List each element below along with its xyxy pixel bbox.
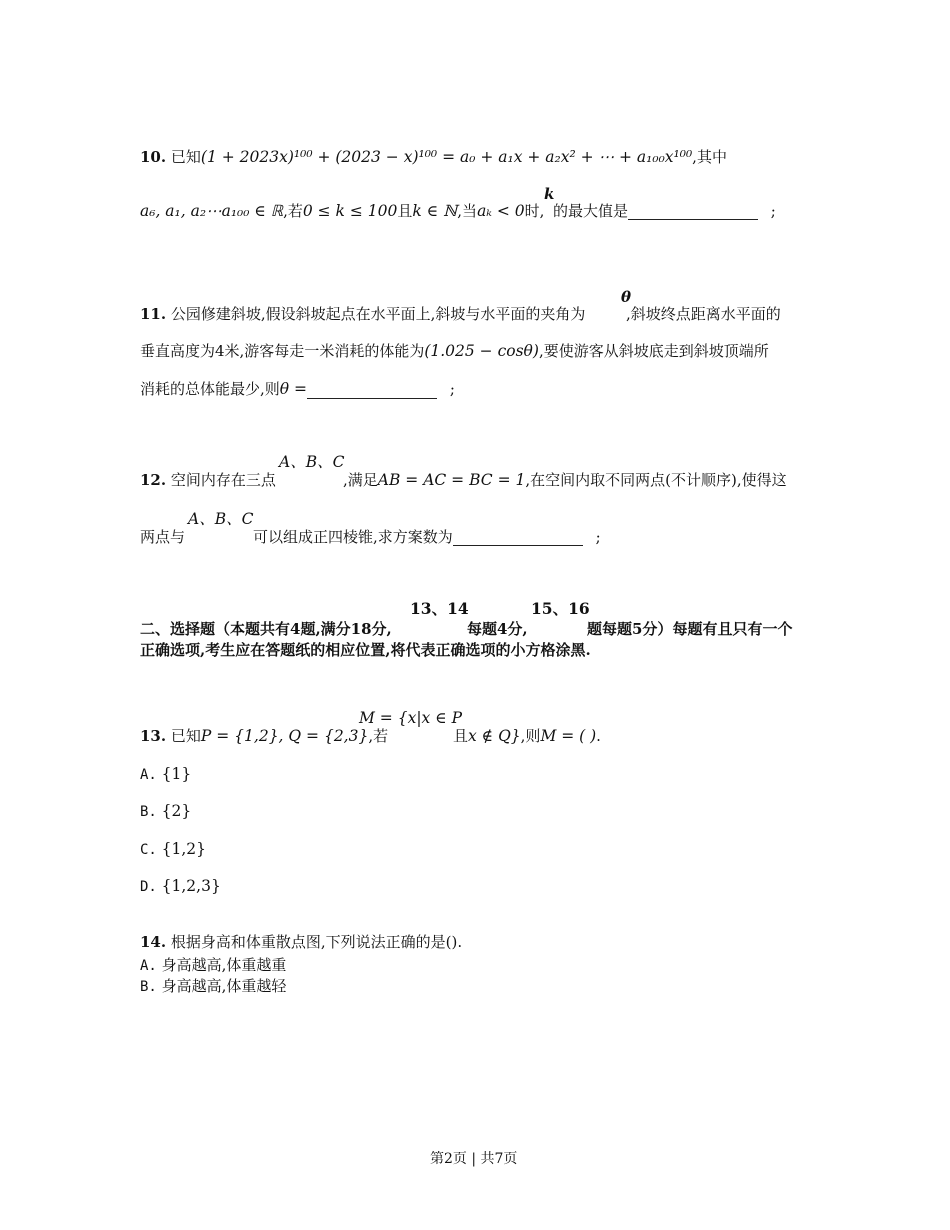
question-number: 14. — [140, 933, 167, 951]
question-text: 已知 — [170, 727, 201, 745]
question-12-line-1-end — [343, 471, 787, 490]
option-d[interactable] — [140, 877, 221, 896]
question-text: 时, — [524, 202, 545, 220]
question-text: ,要使游客从斜坡底走到斜坡顶端所 — [538, 342, 769, 360]
question-10-line-1 — [140, 148, 727, 167]
section-2-title-line-1 — [140, 620, 392, 638]
section-2-title-line-1-b — [467, 620, 528, 638]
question-number: 12. — [140, 471, 167, 489]
question-text: 空间内存在三点 — [170, 471, 276, 489]
question-text: ,则 — [520, 727, 541, 745]
section-text: 二、选择题（本题共有4题,满分18分, — [140, 620, 392, 638]
question-11-line-1-end — [626, 305, 781, 323]
end-mark: ; — [595, 528, 601, 546]
option-b[interactable] — [140, 977, 286, 996]
question-text: 已知 — [170, 148, 201, 166]
question-12-line-2 — [140, 528, 185, 546]
section-text: 每题4分, — [467, 620, 528, 638]
option-b[interactable] — [140, 802, 191, 821]
section-2-title-line-2: 正确选项,考生应在答题纸的相应位置,将代表正确选项的小方格涂黑. — [140, 641, 591, 659]
question-text: ,若 — [283, 202, 303, 220]
question-text: 且 — [397, 202, 413, 220]
option-c[interactable] — [140, 840, 206, 859]
question-12-line-1 — [140, 471, 276, 489]
question-text: ,满足 — [343, 471, 378, 489]
floating-math-expression: M = {x|x ∈ P — [359, 709, 463, 727]
question-10-line-2-end — [553, 202, 776, 220]
option-value: {2} — [161, 802, 192, 820]
question-text: 的最大值是 — [553, 202, 629, 220]
question-number: 11. — [140, 305, 167, 323]
end-mark: ; — [770, 202, 776, 220]
math-expression: k ∈ ℕ — [412, 202, 458, 220]
floating-variable-k: k — [544, 185, 555, 203]
question-text: ,在空间内取不同两点(不计顺序),使得这 — [525, 471, 787, 489]
question-10-line-2 — [140, 202, 544, 221]
answer-blank[interactable] — [453, 529, 583, 546]
math-expression: θ = — [279, 380, 308, 398]
section-text: 题每题5分）每题有且只有一个 — [587, 620, 793, 638]
option-label: A. — [140, 767, 157, 783]
question-13-line-1-end — [453, 727, 601, 746]
option-a[interactable] — [140, 956, 286, 975]
option-value: {1,2,3} — [161, 877, 221, 895]
question-text: 消耗的总体能最少,则 — [140, 380, 280, 398]
option-a[interactable] — [140, 765, 191, 784]
answer-blank[interactable] — [307, 382, 437, 399]
math-expression: P = {1,2}, Q = {2,3} — [200, 727, 369, 745]
option-value: {1,2} — [161, 840, 207, 858]
answer-blank[interactable] — [628, 203, 758, 220]
section-floating-label: 15、16 — [531, 599, 590, 618]
question-13-line-1 — [140, 727, 388, 746]
question-text: 可以组成正四棱锥,求方案数为 — [253, 528, 453, 546]
math-expression: AB = AC = BC = 1 — [377, 471, 526, 489]
question-text: ,其中 — [692, 148, 727, 166]
floating-points-abc: A、B、C — [188, 510, 254, 528]
end-mark: . — [596, 727, 601, 745]
question-text: 两点与 — [140, 528, 186, 546]
floating-points-abc: A、B、C — [279, 453, 345, 471]
floating-variable-theta: θ — [621, 288, 632, 306]
option-label: D. — [140, 879, 157, 895]
page-footer: 第2页 | 共7页 — [430, 1151, 518, 1167]
option-label: B. — [140, 804, 157, 820]
question-number: 10. — [140, 148, 167, 166]
option-label: B. — [140, 979, 157, 995]
math-expression: (1.025 − cosθ) — [424, 342, 539, 360]
end-mark: ; — [449, 380, 455, 398]
math-expression: x ∉ Q} — [468, 727, 521, 745]
question-text: 垂直高度为4米,游客每走一米消耗的体能为 — [140, 342, 425, 360]
math-expression: aₖ < 0 — [477, 202, 525, 220]
question-text: 公园修建斜坡,假设斜坡起点在水平面上,斜坡与水平面的夹角为 — [170, 305, 586, 323]
question-text: ,斜坡终点距离水平面的 — [626, 305, 781, 323]
math-expression: a₆, a₁, a₂⋯a₁₀₀ ∈ ℝ — [140, 202, 284, 220]
question-11-line-2 — [140, 342, 769, 361]
question-text: ,当 — [457, 202, 478, 220]
question-text: 且 — [453, 727, 469, 745]
math-expression: M = ( ) — [540, 727, 597, 745]
math-expression: (1 + 2023x)¹⁰⁰ + (2023 − x)¹⁰⁰ = a₀ + a₁x + a₂x² + ⋯ + a₁₀₀x¹⁰⁰ — [200, 148, 693, 166]
question-number: 13. — [140, 727, 167, 745]
question-14 — [140, 933, 462, 951]
option-value: 身高越高,体重越轻 — [161, 977, 287, 995]
option-label: C. — [140, 842, 157, 858]
option-value: 身高越高,体重越重 — [161, 956, 287, 974]
question-text: ,若 — [368, 727, 389, 745]
option-value: {1} — [161, 765, 192, 783]
question-text: 根据身高和体重散点图,下列说法正确的是(). — [170, 933, 463, 951]
section-floating-label: 13、14 — [410, 599, 469, 618]
math-expression: 0 ≤ k ≤ 100 — [302, 202, 398, 220]
question-12-line-2-end — [253, 528, 601, 546]
option-label: A. — [140, 958, 157, 974]
section-2-title-line-1-c — [587, 620, 792, 638]
question-11-line-1 — [140, 305, 585, 323]
question-11-line-3 — [140, 380, 455, 399]
